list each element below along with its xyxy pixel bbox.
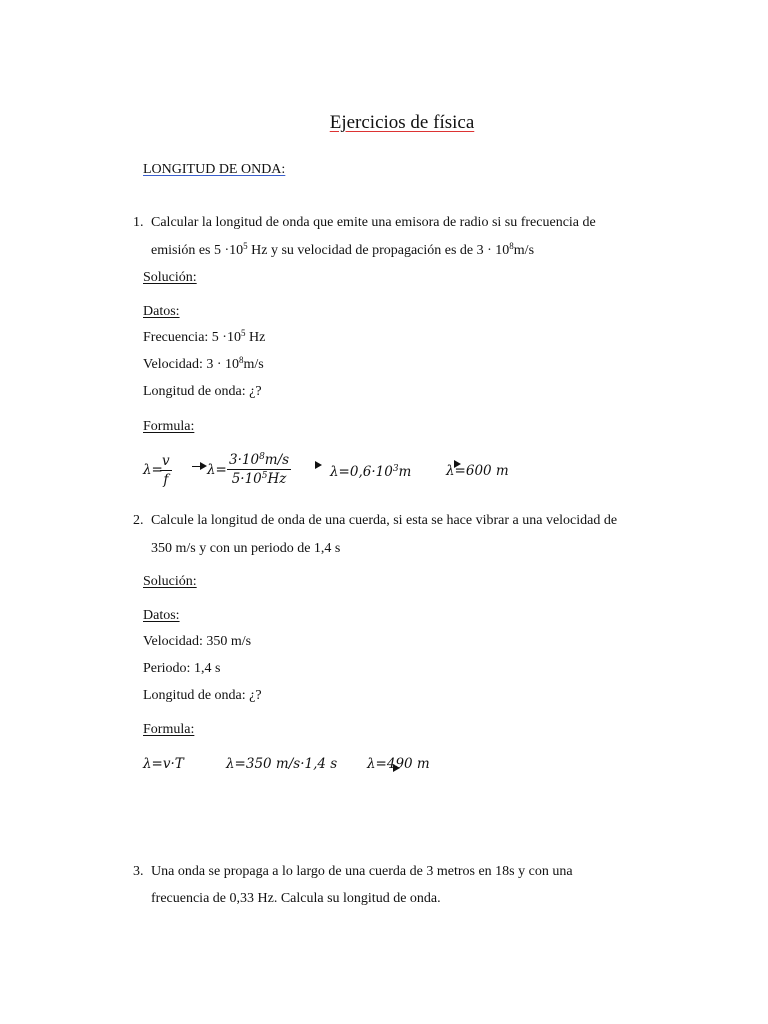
exercise-2-formula-2: λ=350 m/s·1,4 s — [226, 756, 338, 772]
exercise-1-formula-fraction-2: $\frac{3\cdot 10^8m/s}{5\cdot 10^5Hz}$ — [229, 452, 290, 487]
exercise-3-statement-line1: Una onda se propaga a lo largo de una cuerda de 3 metros en 18s y con una — [151, 864, 573, 879]
exercise-1-frequency: Frecuencia: $5 \cdot 10^5$ Hz — [143, 328, 266, 345]
exercise-2-formula-label: Formula: — [143, 722, 195, 737]
exercise-1-formula-result-2: λ=600 m — [446, 463, 509, 479]
exercise-3-statement-line2: frecuencia de 0,33 Hz. Calcula su longitud de onda. — [151, 891, 441, 906]
exercise-1-formula-lhs-1: λ= — [143, 462, 163, 478]
arrow-icon — [454, 460, 461, 468]
document-title: Ejercicios de física — [329, 112, 475, 133]
exercise-3-number: 3. — [133, 864, 144, 879]
exercise-2-period: Periodo: 1,4 s — [143, 661, 221, 676]
exercise-1-formula-label: Formula: — [143, 419, 195, 434]
exercise-1-number: 1. — [133, 215, 144, 230]
exercise-1-statement-line2: emisión es $5 \cdot 10^5$ Hz y su velocidad de propagación es de $3 \cdot 10^8m/s$ — [151, 241, 535, 258]
exercise-2-statement-line1: Calcule la longitud de onda de una cuerda, si esta se hace vibrar a una velocidad de — [151, 513, 618, 528]
exercise-1-velocity: Velocidad: $3 \cdot 10^8m/s$ — [143, 355, 264, 372]
exercise-1-statement-line1: Calcular la longitud de onda que emite una emisora de radio si su frecuencia de — [151, 215, 596, 230]
exercise-1-formula-lhs-2: λ= — [207, 462, 227, 478]
section-heading: LONGITUD DE ONDA: — [143, 162, 286, 177]
exercise-1-solution-label: Solución: — [143, 270, 197, 285]
exercise-1-formula-result-1: $\lambda=0,6\cdot 10^3m$ — [330, 464, 412, 480]
exercise-2-statement-line2: 350 m/s y con un periodo de 1,4 s — [151, 541, 341, 556]
arrow-icon — [393, 764, 400, 772]
exercise-2-solution-label: Solución: — [143, 574, 197, 589]
exercise-1-wavelength: Longitud de onda: ¿? — [143, 384, 262, 399]
arrow-line-1 — [192, 466, 200, 467]
exercise-2-number: 2. — [133, 513, 144, 528]
arrow-icon — [200, 462, 207, 470]
exercise-2-velocity: Velocidad: 350 m/s — [143, 634, 252, 649]
exercise-1-formula-fraction-1: $\frac{v}{f}$ — [162, 453, 170, 488]
exercise-1-data-label: Datos: — [143, 304, 180, 319]
exercise-2-formula-3: λ=490 m — [367, 756, 430, 772]
exercise-2-wavelength: Longitud de onda: ¿? — [143, 688, 262, 703]
arrow-icon — [315, 461, 322, 469]
exercise-2-formula-1: λ=v·T — [143, 756, 184, 772]
exercise-2-data-label: Datos: — [143, 608, 180, 623]
